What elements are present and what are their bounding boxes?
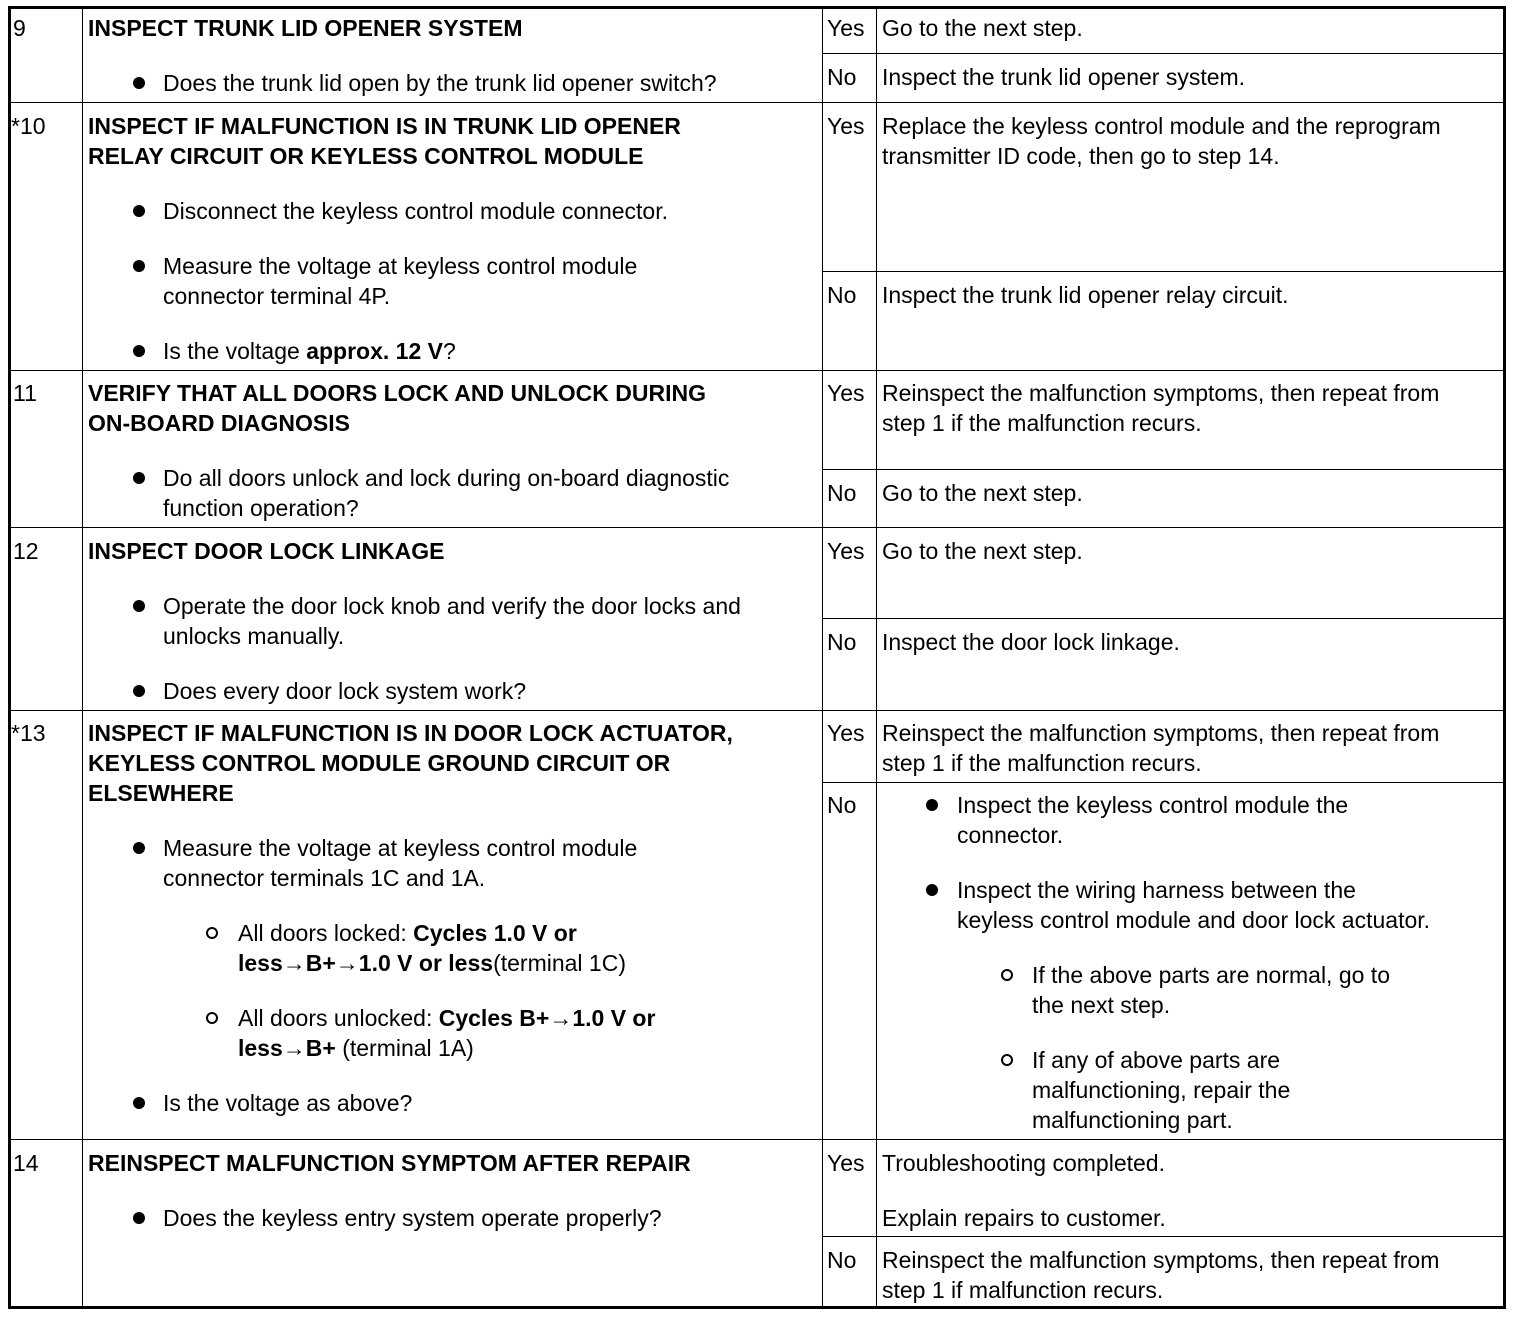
step-number: 9 [13,15,26,41]
no-action: Reinspect the malfunction symptoms, then repeat from [882,1247,1440,1273]
bullet-dot [133,77,145,89]
step-title: RELAY CIRCUIT OR KEYLESS CONTROL MODULE [88,143,644,169]
bullet-text: Disconnect the keyless control module connector. [163,198,668,224]
yes-label: Yes [827,380,865,406]
step-number: 11 [13,380,37,406]
yes-label: Yes [827,1150,865,1176]
row-divider [9,102,1505,103]
sub-bullet-part: All doors unlocked: [238,1005,439,1031]
sub-bullet-value: Cycles B+→1.0 V or [438,1005,656,1031]
no-action: Inspect the trunk lid opener relay circuit. [882,282,1289,308]
yes-action: step 1 if the malfunction recurs. [882,410,1202,436]
yes-no-divider [823,782,1505,783]
yes-action: Reinspect the malfunction symptoms, then repeat from [882,380,1440,406]
yes-action: step 1 if the malfunction recurs. [882,750,1202,776]
step-title: INSPECT IF MALFUNCTION IS IN DOOR LOCK ACTUATOR, [88,720,733,746]
step-number: *13 [11,720,46,746]
bullet-text: function operation? [163,495,359,521]
yes-action: Explain repairs to customer. [882,1205,1166,1231]
bullet-dot [133,472,145,484]
sub-bullet-text [238,1033,474,1063]
bullet-text-part: ? [442,338,456,364]
no-sub-bullet-text: the next step. [1032,992,1171,1018]
step-title: KEYLESS CONTROL MODULE GROUND CIRCUIT OR [88,750,671,776]
bullet-dot [926,799,938,811]
no-action: Inspect the trunk lid opener system. [882,64,1246,90]
no-label: No [827,629,857,655]
column-divider [876,8,877,1308]
yes-action: Reinspect the malfunction symptoms, then repeat from [882,720,1440,746]
row-divider [9,710,1505,711]
sub-bullet-text [238,948,626,978]
bullet-dot [133,600,145,612]
bullet-text-part: Is the voltage [163,338,307,364]
bullet-dot [133,1212,145,1224]
bullet-text [163,336,456,366]
step-number: 12 [13,538,39,564]
sub-bullet-ring [1001,1054,1013,1066]
yes-action: Go to the next step. [882,538,1083,564]
step-number: 14 [13,1150,39,1176]
step-title: VERIFY THAT ALL DOORS LOCK AND UNLOCK DURING [88,380,707,406]
yes-action: Troubleshooting completed. [882,1150,1165,1176]
no-action: Inspect the door lock linkage. [882,629,1180,655]
bullet-text: connector terminals 1C and 1A. [163,865,486,891]
no-label: No [827,792,857,818]
column-divider [822,8,823,1308]
no-sub-bullet-text: malfunctioning, repair the [1032,1077,1291,1103]
bullet-text: Operate the door lock knob and verify the door locks and [163,593,741,619]
yes-label: Yes [827,720,865,746]
yes-action: transmitter ID code, then go to step 14. [882,143,1280,169]
sub-bullet-value: less→B+ [238,1035,336,1061]
no-label: No [827,282,857,308]
sub-bullet-value: less→B+→1.0 V or less [238,950,494,976]
row-divider [9,527,1505,528]
bullet-text: Measure the voltage at keyless control module [163,835,638,861]
no-bullet-text: Inspect the keyless control module the [957,792,1349,818]
step-title: INSPECT DOOR LOCK LINKAGE [88,538,445,564]
step-title: INSPECT TRUNK LID OPENER SYSTEM [88,15,523,41]
yes-no-divider [823,53,1505,54]
row-divider [9,1139,1505,1140]
no-sub-bullet-text: malfunctioning part. [1032,1107,1233,1133]
yes-label: Yes [827,538,865,564]
no-bullet-text: Inspect the wiring harness between the [957,877,1356,903]
yes-no-divider [823,618,1505,619]
sub-bullet-part: All doors locked: [238,920,414,946]
sub-bullet-part: (terminal 1C) [493,950,626,976]
step-title: REINSPECT MALFUNCTION SYMPTOM AFTER REPAIR [88,1150,691,1176]
no-bullet-text: keyless control module and door lock actuator. [957,907,1431,933]
no-action: Go to the next step. [882,480,1083,506]
bullet-text: Measure the voltage at keyless control module [163,253,638,279]
yes-action: Replace the keyless control module and the reprogram [882,113,1441,139]
no-label: No [827,480,857,506]
bullet-text: unlocks manually. [163,623,345,649]
sub-bullet-text [238,918,577,948]
step-title: INSPECT IF MALFUNCTION IS IN TRUNK LID OPENER [88,113,681,139]
bullet-dot [133,1097,145,1109]
bullet-dot [133,260,145,272]
bullet-text: Do all doors unlock and lock during on-board diagnostic [163,465,730,491]
step-title: ON-BOARD DIAGNOSIS [88,410,350,436]
column-divider [82,8,83,1308]
sub-bullet-text [238,1003,655,1033]
bullet-text: Is the voltage as above? [163,1090,413,1116]
bullet-dot [133,345,145,357]
bullet-text: connector terminal 4P. [163,283,391,309]
yes-no-divider [823,1236,1505,1237]
yes-no-divider [823,469,1505,470]
no-label: No [827,64,857,90]
yes-action: Go to the next step. [882,15,1083,41]
bullet-text: Does every door lock system work? [163,678,527,704]
sub-bullet-value: Cycles 1.0 V or [413,920,577,946]
no-label: No [827,1247,857,1273]
bullet-dot [133,842,145,854]
no-bullet-text: connector. [957,822,1064,848]
sub-bullet-ring [1001,969,1013,981]
bullet-dot [926,884,938,896]
bullet-dot [133,685,145,697]
no-action: step 1 if malfunction recurs. [882,1277,1164,1303]
step-title: ELSEWHERE [88,780,234,806]
sub-bullet-part: (terminal 1A) [335,1035,474,1061]
yes-label: Yes [827,113,865,139]
bullet-text-value: approx. 12 V [306,338,443,364]
no-sub-bullet-text: If the above parts are normal, go to [1032,962,1390,988]
no-sub-bullet-text: If any of above parts are [1032,1047,1281,1073]
sub-bullet-ring [206,1012,218,1024]
yes-no-divider [823,271,1505,272]
yes-label: Yes [827,15,865,41]
bullet-dot [133,205,145,217]
sub-bullet-ring [206,927,218,939]
row-divider [9,370,1505,371]
bullet-text: Does the trunk lid open by the trunk lid opener switch? [163,70,717,96]
bullet-text: Does the keyless entry system operate properly? [163,1205,662,1231]
step-number: *10 [11,113,46,139]
